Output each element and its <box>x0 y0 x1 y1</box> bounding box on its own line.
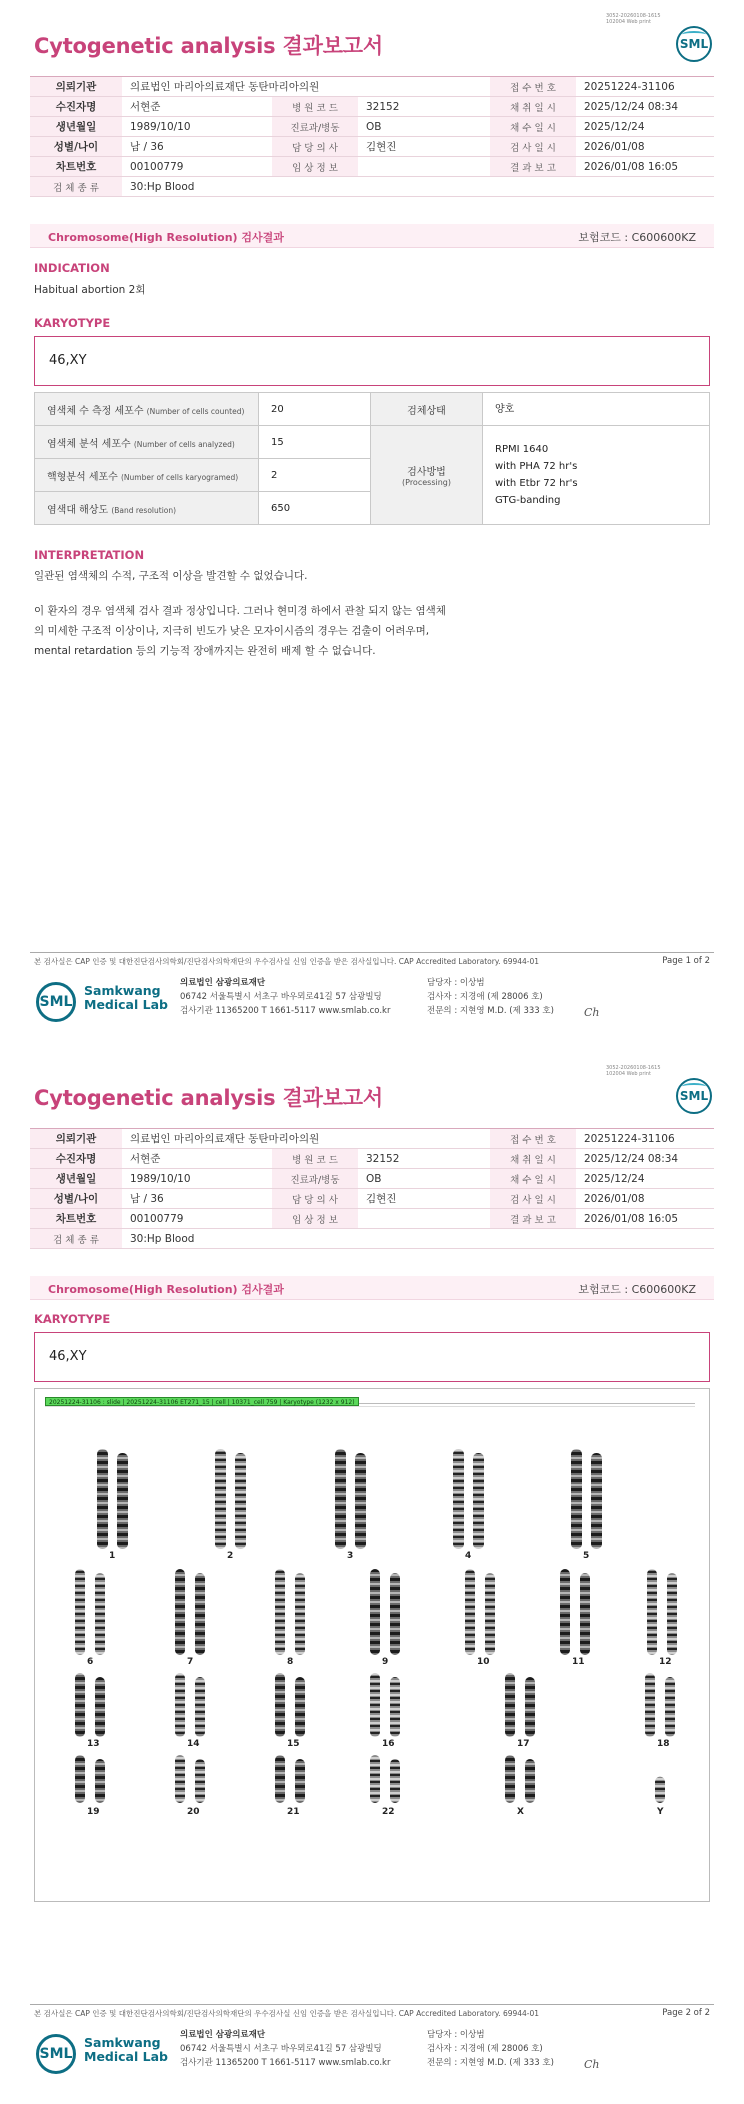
interpretation-para-1: 일관된 염색체의 수적, 구조적 이상을 발견할 수 없었습니다. <box>34 570 308 582</box>
band-resolution-label <box>35 492 259 525</box>
clinical-info-value <box>358 1209 490 1229</box>
birth-label: 생년월일 <box>30 1169 122 1189</box>
receive-date-label: 채 수 일 시 <box>490 117 576 137</box>
test-date-label: 검 사 일 시 <box>490 1189 576 1209</box>
chromosome-12 <box>667 1573 677 1655</box>
chromosome-14 <box>195 1677 205 1737</box>
chromosome-16 <box>370 1673 380 1737</box>
lab-logo-text: SML <box>39 2046 73 2062</box>
karyotype-result: 46,XY <box>49 1349 87 1364</box>
chromosome-13 <box>95 1677 105 1737</box>
band-resolution-value: 650 <box>259 492 371 525</box>
birth-value: 1989/10/10 <box>122 1169 272 1189</box>
hospital-code-value: 32152 <box>358 1149 490 1169</box>
method-line-3: with Etbr 72 hr's <box>495 478 578 489</box>
karyotype-heading: KARYOTYPE <box>34 1312 111 1326</box>
dept-value: OB <box>358 117 490 137</box>
print-code-line2: 102004 Web print <box>606 19 651 25</box>
chromosome-1 <box>97 1449 108 1549</box>
sml-logo-text: SML <box>679 37 709 51</box>
lab-logo-text: SML <box>39 994 73 1010</box>
cells-counted-label <box>35 393 259 426</box>
chromosome-label-16: 16 <box>382 1739 395 1749</box>
chromosome-9 <box>390 1573 400 1655</box>
sex-age-value: 남 / 36 <box>122 137 272 157</box>
chromosome-22 <box>390 1759 400 1803</box>
chromosome-5 <box>591 1453 602 1549</box>
specimen-status-value: 양호 <box>483 393 710 426</box>
staff-tester: 검사자 : 지경애 (제 28006 호) <box>427 2044 543 2054</box>
doctor-label: 담 당 의 사 <box>272 137 358 157</box>
hospital-code-label: 병 원 코 드 <box>272 1149 358 1169</box>
chromosome-label-6: 6 <box>87 1657 94 1667</box>
method-label <box>371 426 483 525</box>
name-value: 서현준 <box>122 1149 272 1169</box>
chromosome-X <box>525 1759 535 1803</box>
report-date-value: 2026/01/08 16:05 <box>576 157 714 177</box>
karyogramed-label-en: (Number of cells karyogramed) <box>121 472 239 482</box>
staff-tester: 검사자 : 지경애 (제 28006 호) <box>427 992 543 1002</box>
chromosome-22 <box>370 1755 380 1803</box>
cells-analyzed-value: 15 <box>259 426 371 459</box>
lab-name-line2: Medical Lab <box>84 2049 168 2064</box>
institution-value: 의료법인 마리아의료재단 동탄마리아의원 <box>122 1129 490 1149</box>
receipt-no-value: 20251224-31106 <box>576 77 714 97</box>
birth-value: 1989/10/10 <box>122 117 272 137</box>
karyogramed-label-ko: 핵형분석 세포수 <box>47 471 118 483</box>
method-line-1: RPMI 1640 <box>495 444 549 455</box>
chromosome-label-12: 12 <box>659 1657 672 1667</box>
page-number: Page 2 of 2 <box>662 2008 710 2018</box>
chromosome-3 <box>335 1449 346 1549</box>
institution-label: 의뢰기관 <box>30 77 122 97</box>
print-code-line1: 3052-20260108-1615 <box>606 13 661 19</box>
institution-value: 의료법인 마리아의료재단 동탄마리아의원 <box>122 77 490 97</box>
hospital-code-value: 32152 <box>358 97 490 117</box>
staff-info <box>427 976 554 1018</box>
result-section-bar <box>30 224 714 248</box>
signature: Ch <box>584 2058 600 2071</box>
cells-counted-label-en: (Number of cells counted) <box>146 406 245 416</box>
chromosome-label-4: 4 <box>465 1551 472 1561</box>
cells-counted-value: 20 <box>259 393 371 426</box>
collect-date-label: 채 취 일 시 <box>490 97 576 117</box>
karyotype-heading: KARYOTYPE <box>34 316 111 330</box>
sml-logo-text: SML <box>679 1089 709 1103</box>
name-value: 서현준 <box>122 97 272 117</box>
chromosome-20 <box>175 1755 185 1803</box>
chromosome-17 <box>505 1673 515 1737</box>
chromosome-3 <box>355 1453 366 1549</box>
chromosome-14 <box>175 1673 185 1737</box>
section-title: Chromosome(High Resolution) 검사결과 <box>48 1283 284 1296</box>
report-date-label: 결 과 보 고 <box>490 1209 576 1229</box>
chromosome-18 <box>645 1673 655 1737</box>
sex-age-value: 남 / 36 <box>122 1189 272 1209</box>
name-label: 수진자명 <box>30 1149 122 1169</box>
chromosome-21 <box>275 1755 285 1803</box>
chromosome-11 <box>580 1573 590 1655</box>
cells-analyzed-label-en: (Number of cells analyzed) <box>133 439 235 449</box>
lab-foundation: 의료법인 삼광의료재단 <box>180 978 266 988</box>
chromosome-19 <box>95 1759 105 1803</box>
chromosome-9 <box>370 1569 380 1655</box>
cell-count-table <box>34 392 710 525</box>
chromosome-label-14: 14 <box>187 1739 200 1749</box>
chromosome-label-1: 1 <box>109 1551 116 1561</box>
receipt-no-label: 접 수 번 호 <box>490 77 576 97</box>
patient-info-table <box>30 1128 714 1249</box>
chromosome-18 <box>665 1677 675 1737</box>
chromosome-11 <box>560 1569 570 1655</box>
report-date-value: 2026/01/08 16:05 <box>576 1209 714 1229</box>
indication-heading: INDICATION <box>34 261 110 275</box>
chart-no-label: 차트번호 <box>30 157 122 177</box>
chromosome-label-10: 10 <box>477 1657 490 1667</box>
sex-age-label: 성별/나이 <box>30 1189 122 1209</box>
sml-logo <box>676 26 712 62</box>
lab-name <box>84 984 168 1012</box>
insurance-code: 보험코드 : C600600KZ <box>578 1283 696 1296</box>
specimen-value: 30:Hp Blood <box>122 1229 714 1249</box>
receive-date-label: 채 수 일 시 <box>490 1169 576 1189</box>
section-title: Chromosome(High Resolution) 검사결과 <box>48 231 284 244</box>
chromosome-label-Y: Y <box>657 1807 664 1817</box>
chromosome-label-11: 11 <box>572 1657 585 1667</box>
print-code-line1: 3052-20260108-1615 <box>606 1065 661 1071</box>
lab-name-line2: Medical Lab <box>84 997 168 1012</box>
result-section-bar <box>30 1276 714 1300</box>
print-code-line2: 102004 Web print <box>606 1071 651 1077</box>
lab-org-no: 검사기관 11365200 T 1661-5117 www.smlab.co.kr <box>180 2058 391 2068</box>
report-date-label: 결 과 보 고 <box>490 157 576 177</box>
method-value <box>483 426 710 525</box>
interpretation-heading: INTERPRETATION <box>34 548 145 562</box>
chromosome-15 <box>295 1677 305 1737</box>
method-line-4: GTG-banding <box>495 495 561 506</box>
chromosome-12 <box>647 1569 657 1655</box>
chromosome-Y <box>655 1777 665 1803</box>
staff-info <box>427 2028 554 2070</box>
test-date-value: 2026/01/08 <box>576 1189 714 1209</box>
chromosome-label-2: 2 <box>227 1551 234 1561</box>
staff-manager: 담당자 : 이상범 <box>427 2030 485 2040</box>
chromosome-6 <box>75 1569 85 1655</box>
chromosome-label-9: 9 <box>382 1657 389 1667</box>
karyotype-result-box <box>34 336 710 386</box>
receive-date-value: 2025/12/24 <box>576 117 714 137</box>
lab-foundation: 의료법인 삼광의료재단 <box>180 2030 266 2040</box>
patient-info-table <box>30 76 714 197</box>
chromosome-label-17: 17 <box>517 1739 530 1749</box>
cells-analyzed-label <box>35 426 259 459</box>
chromosome-7 <box>195 1573 205 1655</box>
chromosome-10 <box>465 1569 475 1655</box>
chromosome-8 <box>275 1569 285 1655</box>
doctor-value: 김현진 <box>358 137 490 157</box>
chart-no-label: 차트번호 <box>30 1209 122 1229</box>
specimen-value: 30:Hp Blood <box>122 177 714 197</box>
cert-note: 본 검사실은 CAP 인증 및 대한진단검사의학회/진단검사의학재단의 우수검사실 신임 인증을 받은 검사실입니다. CAP Accredited Laboratory. 69944-01 <box>34 2009 540 2018</box>
collect-date-value: 2025/12/24 08:34 <box>576 97 714 117</box>
method-line-2: with PHA 72 hr's <box>495 461 578 472</box>
chromosome-1 <box>117 1453 128 1549</box>
dept-label: 진료과/병동 <box>272 117 358 137</box>
lab-info <box>180 2028 390 2070</box>
chromosome-label-15: 15 <box>287 1739 300 1749</box>
lab-logo <box>36 2034 76 2074</box>
lab-info <box>180 976 390 1018</box>
chromosome-4 <box>473 1453 484 1549</box>
print-code <box>606 13 661 25</box>
staff-manager: 담당자 : 이상범 <box>427 978 485 988</box>
chromosome-label-21: 21 <box>287 1807 300 1817</box>
lab-name <box>84 2036 168 2064</box>
chromosome-label-3: 3 <box>347 1551 354 1561</box>
receive-date-value: 2025/12/24 <box>576 1169 714 1189</box>
institution-label: 의뢰기관 <box>30 1129 122 1149</box>
chromosome-13 <box>75 1673 85 1737</box>
specimen-label: 검 체 종 류 <box>30 1229 122 1249</box>
clinical-info-label: 임 상 정 보 <box>272 1209 358 1229</box>
report-title: Cytogenetic analysis 결과보고서 <box>34 34 383 58</box>
chromosome-20 <box>195 1759 205 1803</box>
indication-text: Habitual abortion 2회 <box>34 284 146 296</box>
sex-age-label: 성별/나이 <box>30 137 122 157</box>
doctor-label: 담 당 의 사 <box>272 1189 358 1209</box>
chromosome-21 <box>295 1759 305 1803</box>
collect-date-value: 2025/12/24 08:34 <box>576 1149 714 1169</box>
doctor-value: 김현진 <box>358 1189 490 1209</box>
test-date-value: 2026/01/08 <box>576 137 714 157</box>
karyotype-result: 46,XY <box>49 353 87 368</box>
lab-name-line1: Samkwang <box>84 2035 161 2050</box>
chromosome-19 <box>75 1755 85 1803</box>
method-label-en: (Processing) <box>402 478 451 487</box>
staff-specialist: 전문의 : 지현영 M.D. (제 333 호) <box>427 2058 554 2068</box>
specimen-label: 검 체 종 류 <box>30 177 122 197</box>
clinical-info-label: 임 상 정 보 <box>272 157 358 177</box>
karyogramed-label <box>35 459 259 492</box>
chromosome-16 <box>390 1677 400 1737</box>
chromosome-10 <box>485 1573 495 1655</box>
footer-divider <box>30 2004 714 2005</box>
chromosome-label-8: 8 <box>287 1657 294 1667</box>
receipt-no-value: 20251224-31106 <box>576 1129 714 1149</box>
cells-counted-label-ko: 염색체 수 측정 세포수 <box>47 405 144 417</box>
signature: Ch <box>584 1006 600 1019</box>
chromosome-4 <box>453 1449 464 1549</box>
chromosome-8 <box>295 1573 305 1655</box>
lab-name-line1: Samkwang <box>84 983 161 998</box>
chromosome-label-X: X <box>517 1807 524 1817</box>
name-label: 수진자명 <box>30 97 122 117</box>
cert-note: 본 검사실은 CAP 인증 및 대한진단검사의학회/진단검사의학재단의 우수검사실 신임 인증을 받은 검사실입니다. CAP Accredited Laboratory. 69944-01 <box>34 957 540 966</box>
hospital-code-label: 병 원 코 드 <box>272 97 358 117</box>
lab-logo <box>36 982 76 1022</box>
chromosome-label-13: 13 <box>87 1739 100 1749</box>
collect-date-label: 채 취 일 시 <box>490 1149 576 1169</box>
staff-specialist: 전문의 : 지현영 M.D. (제 333 호) <box>427 1006 554 1016</box>
chromosome-label-19: 19 <box>87 1807 100 1817</box>
karyogram-label: 20251224-31106 : slide | 20251224-31106 ET271_15 | cell | 10371_cell 759 | Karyotype (1232 x 912) <box>45 1397 359 1406</box>
chromosome-label-5: 5 <box>583 1551 590 1561</box>
chromosome-X <box>505 1755 515 1803</box>
chromosome-label-7: 7 <box>187 1657 194 1667</box>
lab-org-no: 검사기관 11365200 T 1661-5117 www.smlab.co.kr <box>180 1006 391 1016</box>
dept-label: 진료과/병동 <box>272 1169 358 1189</box>
chromosome-5 <box>571 1449 582 1549</box>
chromosome-label-20: 20 <box>187 1807 200 1817</box>
chromosome-label-18: 18 <box>657 1739 670 1749</box>
receipt-no-label: 접 수 번 호 <box>490 1129 576 1149</box>
karyogram-image <box>34 1388 710 1902</box>
clinical-info-value <box>358 157 490 177</box>
cells-analyzed-label-ko: 염색체 분석 세포수 <box>47 438 131 450</box>
chromosome-label-22: 22 <box>382 1807 395 1817</box>
chromosome-17 <box>525 1677 535 1737</box>
birth-label: 생년월일 <box>30 117 122 137</box>
report-title: Cytogenetic analysis 결과보고서 <box>34 1086 383 1110</box>
sml-logo <box>676 1078 712 1114</box>
chromosome-7 <box>175 1569 185 1655</box>
chromosome-15 <box>275 1673 285 1737</box>
page-number: Page 1 of 2 <box>662 956 710 966</box>
band-resolution-label-en: (Band resolution) <box>111 505 177 515</box>
chromosome-2 <box>215 1449 226 1549</box>
test-date-label: 검 사 일 시 <box>490 137 576 157</box>
insurance-code: 보험코드 : C600600KZ <box>578 231 696 244</box>
lab-address: 06742 서울특별시 서초구 바우뫼로41길 57 삼광빌딩 <box>180 2044 382 2054</box>
chromosome-2 <box>235 1453 246 1549</box>
band-resolution-label-ko: 염색대 해상도 <box>47 504 109 516</box>
interpretation-para-2: 이 환자의 경우 염색체 검사 결과 정상입니다. 그러나 현미경 하에서 관찰 되지 않는 염색체의 미세한 구조적 이상이나, 지극히 빈도가 낮은 모자이시즘의 경우는 검출이 어려우며, mental retardation 등의 기능적 장애까지는 완전히 배제 할 수 없습니다. <box>34 605 446 657</box>
karyogramed-value: 2 <box>259 459 371 492</box>
karyogram-chromosomes <box>35 1389 711 1903</box>
specimen-status-label: 검체상태 <box>371 393 483 426</box>
chart-no-value: 00100779 <box>122 157 272 177</box>
chart-no-value: 00100779 <box>122 1209 272 1229</box>
lab-address: 06742 서울특별시 서초구 바우뫼로41길 57 삼광빌딩 <box>180 992 382 1002</box>
karyotype-result-box <box>34 1332 710 1382</box>
method-label-ko: 검사방법 <box>407 467 446 478</box>
dept-value: OB <box>358 1169 490 1189</box>
chromosome-6 <box>95 1573 105 1655</box>
footer-divider <box>30 952 714 953</box>
print-code <box>606 1065 661 1077</box>
